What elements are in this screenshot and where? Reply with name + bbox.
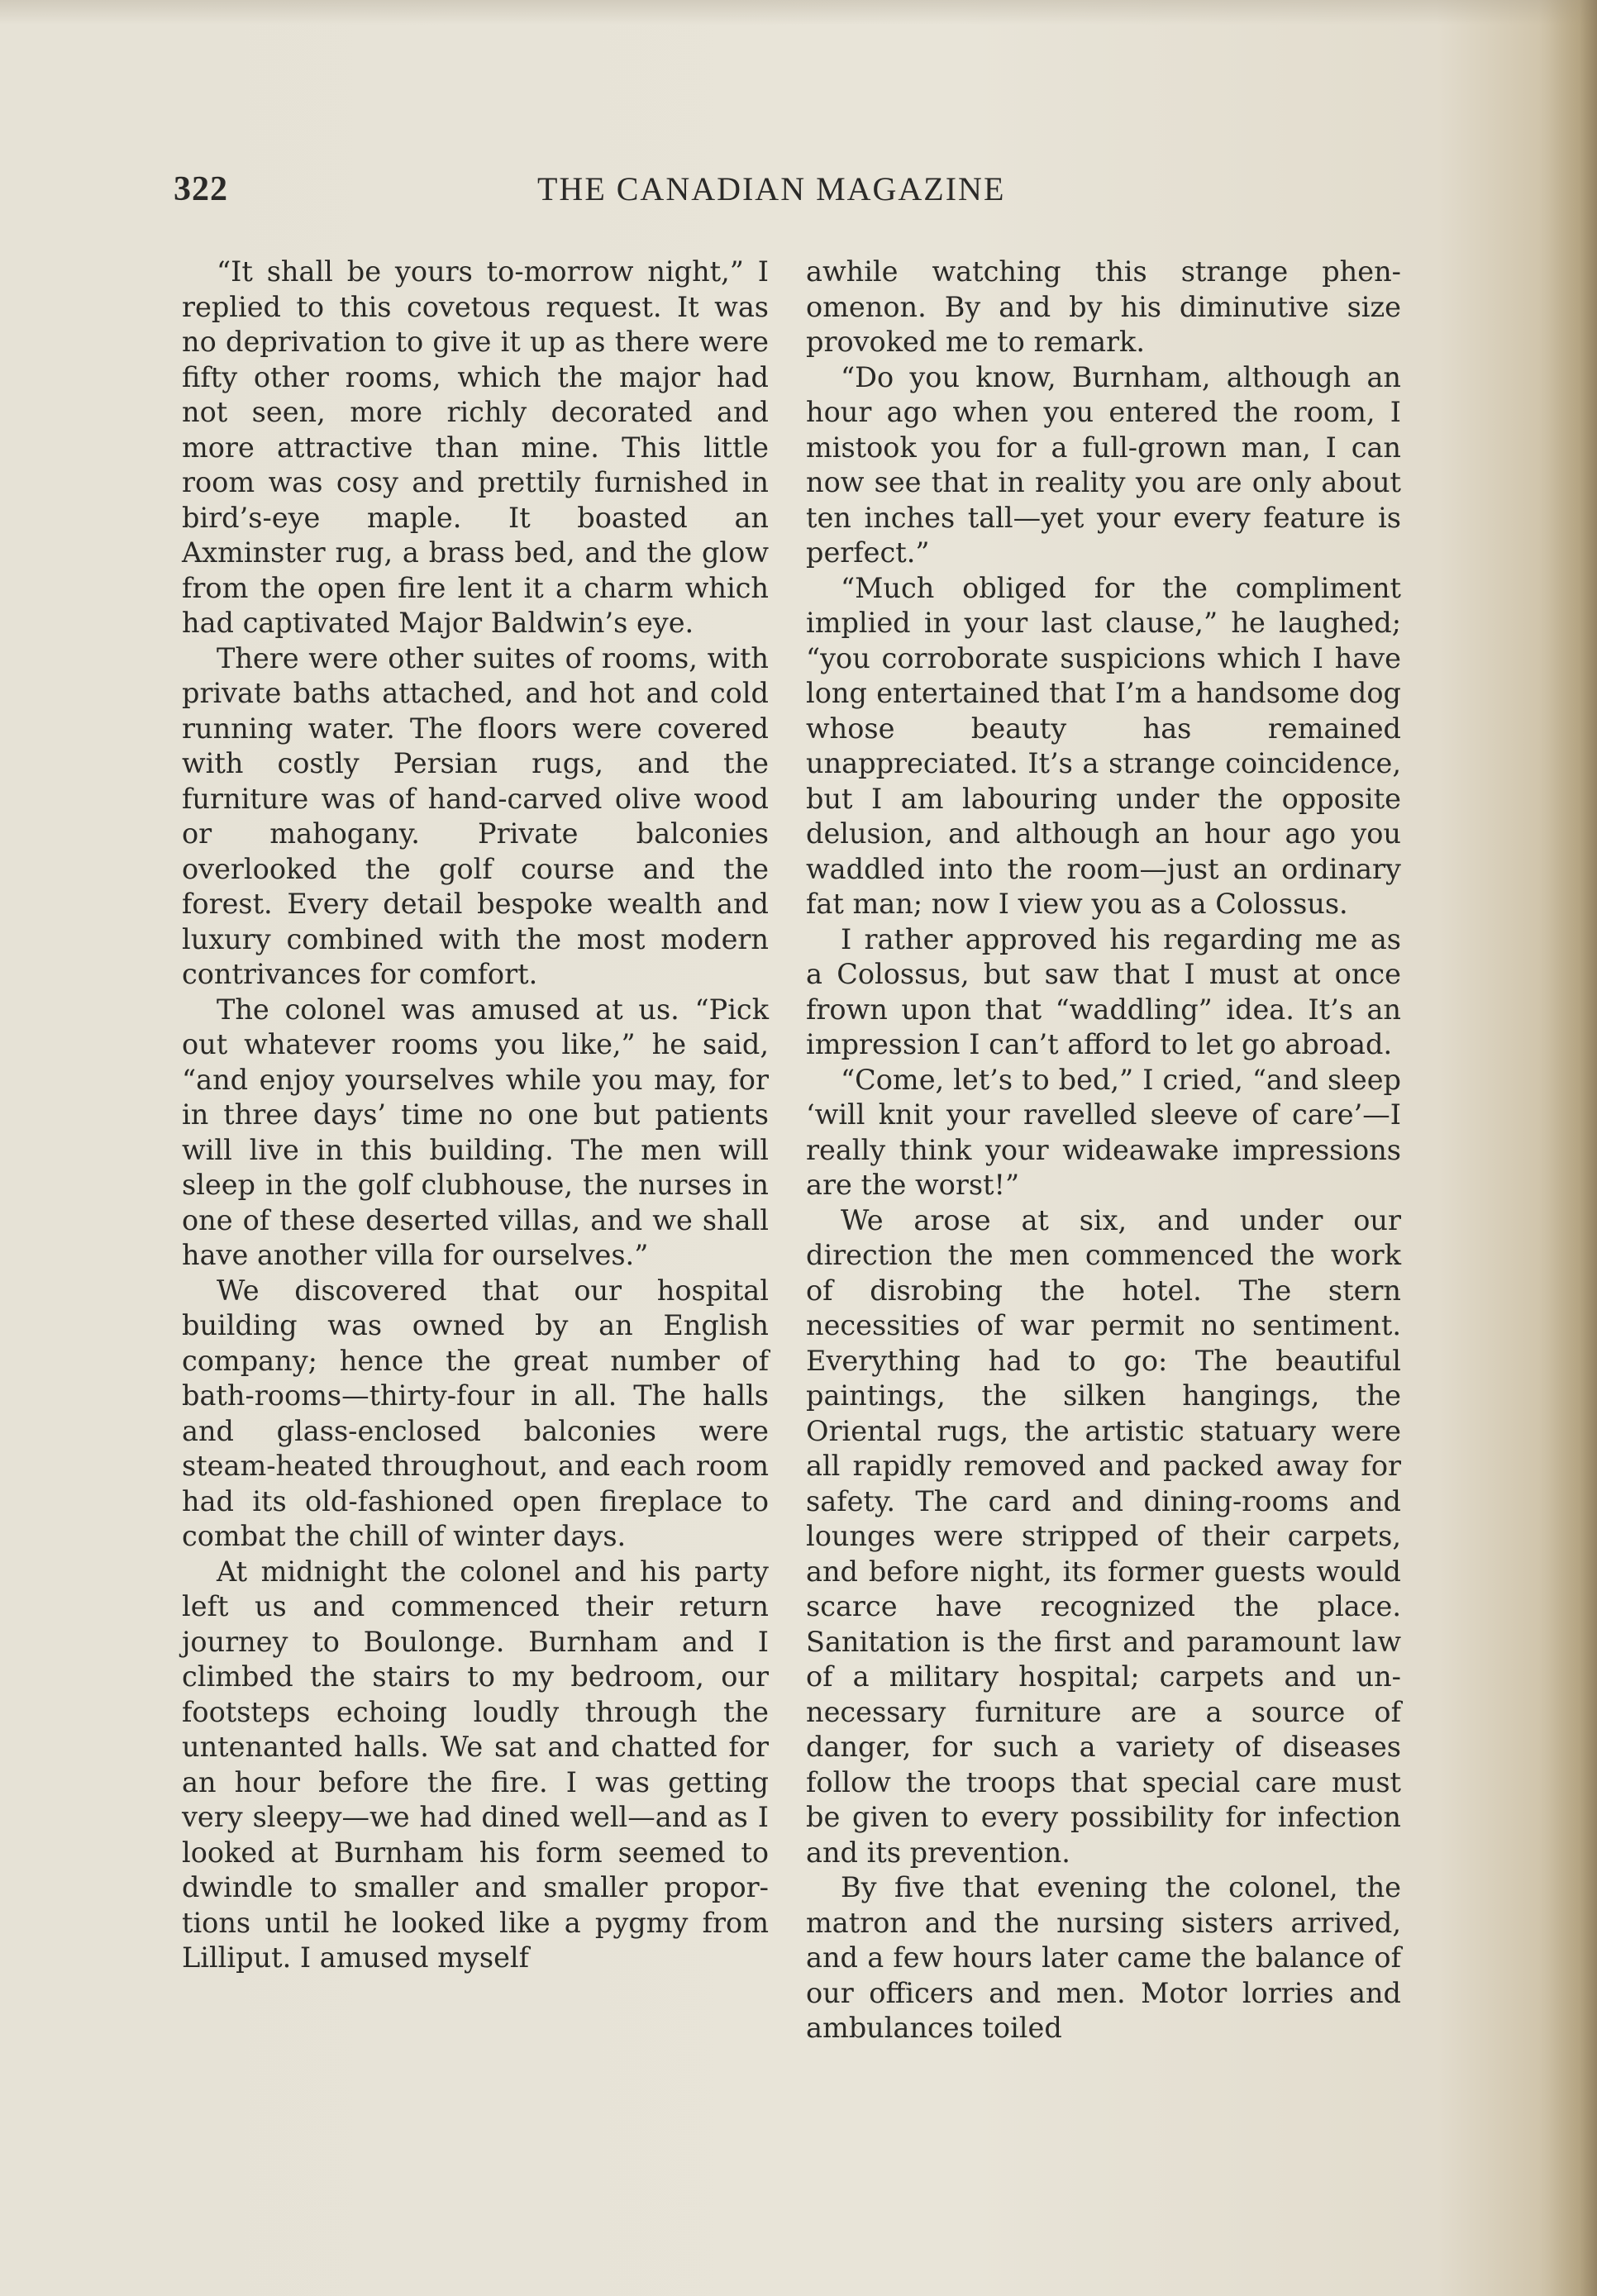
paragraph: “It shall be yours to-morrow night,” I replied to this covetous request. It was no deprivation to give it up as there were fifty other rooms, which the major had not seen, more richly decorated and more attractive than mine. This little room was cosy and prettily furnished in bird’s-eye maple. It boasted an Axminster rug, a brass bed, and the glow from the open fire lent it a charm which had captivated Major Baldwin’s eye. [182, 255, 769, 639]
paragraph: We arose at six, and under our direction the men commenced the work of disrobing the hotel. The stern necessities of war permit no sentiment. Everything had to go: The beautiful paintings, the silken hangings, the Oriental rugs, the artistic statuary were all rapidly removed and packed away for safety. The card and dining-rooms and lounges were stripped of their carpets, and before night, its former guests would scarce have recognized the place. Sanitation is the first and paramount law of a military hospital; carpets and unnecessary furniture are a source of danger, for such a variety of diseases follow the troops that special care must be given to every possibility for infection and its prevention. [806, 1203, 1401, 1869]
paragraph: “Much obliged for the compliment implied in your last clause,” he laughed; “you corroborate suspicions which I have long entertained that I’m a handsome dog whose beauty has remained unappreciated. It’s a strange coincidence, but I am labouring under the opposite delusion, and although an hour ago you waddled into the room—just an ordinary fat man; now I view you as a Colossus. [806, 571, 1401, 920]
paragraph: The colonel was amused at us. “Pick out whatever rooms you like,” he said, “and enjoy yourselves while you may, for in three days’ time no one but patients will live in this building. The men will sleep in the golf clubhouse, the nurses in one of these deserted villas, and we shall have another villa for ourselves.” [182, 993, 769, 1271]
paragraph: We discovered that our hospital building was owned by an English company; hence the great number of bath-rooms—thirty-four in all. The halls and glass-enclosed balconies were steam-heated throughout, and each room had its old-fashioned open fireplace to combat the chill of winter days. [182, 1274, 769, 1552]
page-header [174, 169, 1422, 219]
right-column [806, 255, 1401, 2046]
paragraph: At midnight the colonel and his party left us and commenced their return journey to Boulonge. Burnham and I climbed the stairs to my bedroom, our footsteps echoing loudly through the untenanted halls. We sat and chatted for an hour before the fire. I was getting very sleepy—we had dined well—and as I looked at Burnham his form seemed to dwindle to smaller and smaller proportions until he looked like a pygmy from Lilliput. I amused myself [182, 1555, 769, 1974]
paragraph-continued: awhile watching this strange phenomenon. By and by his diminutive size provoked me to remark. [806, 255, 1401, 358]
running-head-title: THE CANADIAN MAGAZINE [537, 170, 1006, 207]
paragraph: By five that evening the colonel, the matron and the nursing sisters arrived, and a few hours later came the balance of our officers and men. Motor lorries and ambulances toiled [806, 1871, 1401, 2044]
page-edge-shadow [1539, 0, 1597, 2296]
paragraph: There were other suites of rooms, with private baths attached, and hot and cold running water. The floors were covered with costly Persian rugs, and the furniture was of hand-carved olive wood or mahogany. Private balconies overlooked the golf course and the forest. Every detail bespoke wealth and luxury combined with the most modern contrivances for comfort. [182, 641, 769, 990]
paragraph: I rather approved his regarding me as a Colossus, but saw that I must at once frown upon that “waddling” idea. It’s an impression I can’t afford to let go abroad. [806, 922, 1401, 1060]
page-top-shadow [0, 0, 1597, 25]
left-column [182, 255, 769, 1976]
paragraph: “Come, let’s to bed,” I cried, “and sleep ‘will knit your ravelled sleeve of care’—I really think your wideawake impressions are the worst!” [806, 1063, 1401, 1201]
page-number: 322 [174, 170, 228, 208]
paragraph: “Do you know, Burnham, although an hour ago when you entered the room, I mistook you for a full-grown man, I can now see that in reality you are only about ten inches tall—yet your every feature is perfect.” [806, 360, 1401, 569]
